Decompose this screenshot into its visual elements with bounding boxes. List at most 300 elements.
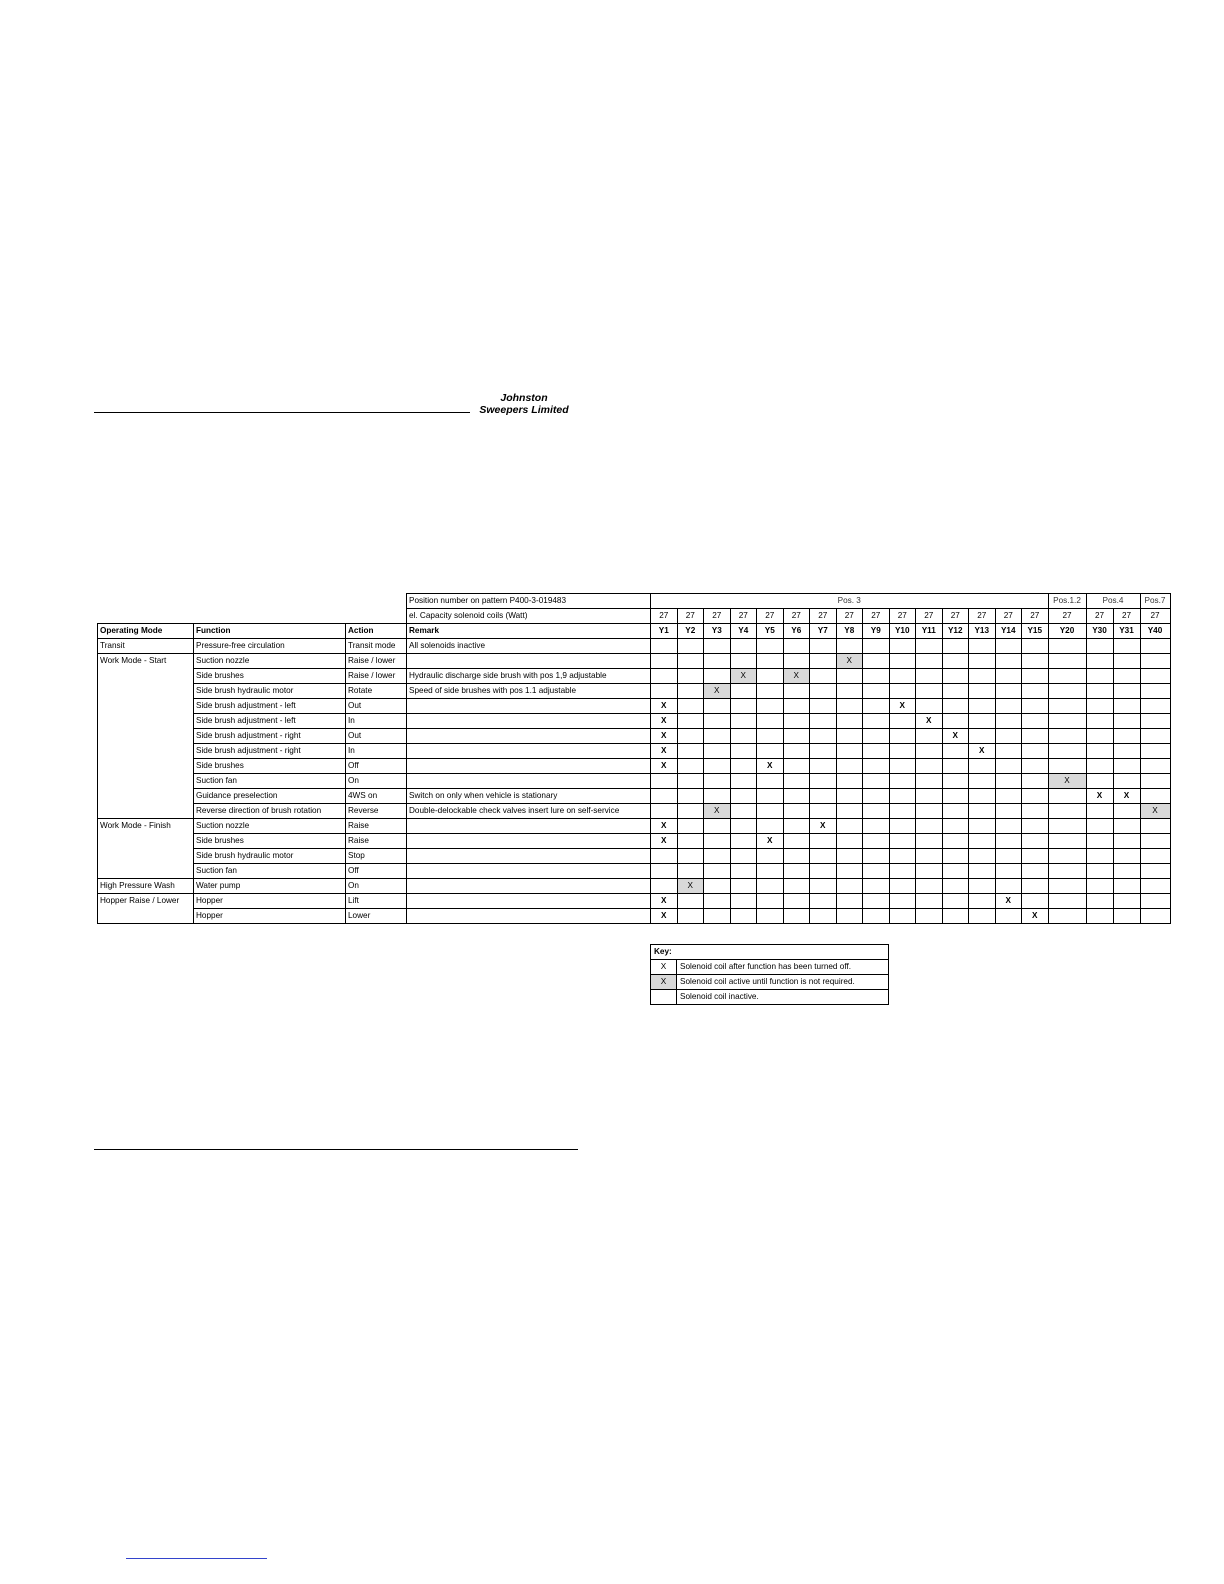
coil-cell <box>704 744 731 759</box>
coil-cell <box>730 879 757 894</box>
coil-cell <box>995 849 1022 864</box>
remark-cell <box>407 744 651 759</box>
function-cell: Side brushes <box>194 669 346 684</box>
capacity-value: 27 <box>1140 609 1170 624</box>
coil-cell <box>889 669 916 684</box>
coil-cell <box>704 714 731 729</box>
coil-cell-marked: X <box>969 744 996 759</box>
coil-header: Y4 <box>730 624 757 639</box>
coil-cell <box>836 789 863 804</box>
coil-cell <box>757 744 784 759</box>
coil-header: Y13 <box>969 624 996 639</box>
blank-cell <box>98 609 407 624</box>
coil-cell <box>757 864 784 879</box>
coil-header: Y14 <box>995 624 1022 639</box>
coil-cell <box>757 819 784 834</box>
action-cell: Rotate <box>346 684 407 699</box>
coil-header: Y6 <box>783 624 810 639</box>
coil-cell <box>677 909 704 924</box>
coil-cell <box>1048 744 1086 759</box>
coil-cell <box>969 879 996 894</box>
coil-cell <box>863 714 890 729</box>
coil-cell <box>1140 759 1170 774</box>
coil-cell <box>810 729 837 744</box>
table-row <box>98 849 1171 864</box>
coil-cell <box>863 639 890 654</box>
function-cell: Hopper <box>194 909 346 924</box>
coil-cell <box>730 819 757 834</box>
coil-cell <box>916 819 943 834</box>
capacity-value: 27 <box>1022 609 1049 624</box>
function-cell: Reverse direction of brush rotation <box>194 804 346 819</box>
coil-cell <box>1140 774 1170 789</box>
position-group: Pos. 3 <box>651 594 1049 609</box>
key-title: Key: <box>651 945 889 960</box>
operating-mode: Work Mode - Start <box>98 654 194 819</box>
table-row <box>98 879 1171 894</box>
function-cell: Guidance preselection <box>194 789 346 804</box>
coil-cell <box>863 774 890 789</box>
action-cell: Raise <box>346 819 407 834</box>
capacity-value: 27 <box>1113 609 1140 624</box>
function-cell: Pressure-free circulation <box>194 639 346 654</box>
coil-cell <box>757 714 784 729</box>
coil-header: Y10 <box>889 624 916 639</box>
table-row <box>98 774 1171 789</box>
coil-cell <box>1113 729 1140 744</box>
coil-cell <box>995 714 1022 729</box>
table-row <box>98 789 1171 804</box>
coil-cell <box>836 684 863 699</box>
coil-cell <box>863 834 890 849</box>
coil-cell-marked: X <box>651 909 678 924</box>
solenoid-function-table <box>97 593 1171 924</box>
coil-cell-marked: X <box>651 714 678 729</box>
coil-cell <box>730 894 757 909</box>
coil-cell <box>757 729 784 744</box>
coil-cell <box>783 774 810 789</box>
coil-cell <box>704 834 731 849</box>
coil-cell <box>1048 789 1086 804</box>
coil-cell <box>1140 789 1170 804</box>
coil-cell <box>1086 894 1113 909</box>
coil-cell <box>863 759 890 774</box>
table-row <box>98 834 1171 849</box>
remark-cell: Double-delockable check valves insert lure on self-service <box>407 804 651 819</box>
capacity-value: 27 <box>836 609 863 624</box>
coil-cell <box>995 774 1022 789</box>
coil-cell <box>1048 684 1086 699</box>
coil-cell <box>1022 774 1049 789</box>
coil-cell <box>651 684 678 699</box>
capacity-value: 27 <box>916 609 943 624</box>
coil-cell <box>1113 654 1140 669</box>
coil-cell <box>1022 744 1049 759</box>
remark-cell <box>407 819 651 834</box>
coil-cell <box>995 864 1022 879</box>
coil-cell <box>995 759 1022 774</box>
brand-line-1: Johnston <box>500 392 548 404</box>
coil-cell <box>889 684 916 699</box>
coil-cell <box>730 759 757 774</box>
coil-cell <box>730 849 757 864</box>
coil-cell <box>810 804 837 819</box>
coil-cell <box>677 804 704 819</box>
coil-cell <box>916 849 943 864</box>
coil-cell <box>1140 684 1170 699</box>
coil-header: Y3 <box>704 624 731 639</box>
coil-cell <box>730 639 757 654</box>
coil-cell <box>1086 834 1113 849</box>
coil-cell <box>969 834 996 849</box>
coil-cell <box>1048 639 1086 654</box>
coil-cell <box>1140 849 1170 864</box>
coil-cell <box>863 744 890 759</box>
coil-cell <box>889 744 916 759</box>
function-cell: Side brush adjustment - right <box>194 729 346 744</box>
table-row <box>98 699 1171 714</box>
coil-cell <box>995 804 1022 819</box>
coil-cell <box>1022 849 1049 864</box>
coil-cell <box>916 804 943 819</box>
key-description: Solenoid coil after function has been turned off. <box>677 960 889 975</box>
coil-header: Y11 <box>916 624 943 639</box>
coil-cell-marked: X <box>889 699 916 714</box>
coil-cell <box>889 894 916 909</box>
coil-cell <box>863 729 890 744</box>
coil-cell <box>1086 909 1113 924</box>
key-symbol: X <box>651 960 677 975</box>
coil-cell <box>995 834 1022 849</box>
coil-cell <box>704 639 731 654</box>
col-header-mode: Operating Mode <box>98 624 194 639</box>
table-row <box>98 639 1171 654</box>
coil-cell <box>1113 819 1140 834</box>
coil-cell <box>969 864 996 879</box>
coil-cell <box>1086 729 1113 744</box>
action-cell: Raise <box>346 834 407 849</box>
brand-line-2: Sweepers Limited <box>479 404 569 416</box>
coil-cell <box>810 834 837 849</box>
capacity-row <box>98 609 1171 624</box>
coil-cell <box>1113 744 1140 759</box>
coil-cell <box>916 834 943 849</box>
coil-cell <box>1022 669 1049 684</box>
coil-header: Y12 <box>942 624 969 639</box>
remark-cell <box>407 714 651 729</box>
coil-cell-marked: X <box>651 759 678 774</box>
table-row <box>98 669 1171 684</box>
coil-cell <box>1048 699 1086 714</box>
coil-cell <box>783 639 810 654</box>
function-cell: Side brushes <box>194 834 346 849</box>
coil-cell-marked: X <box>651 834 678 849</box>
coil-cell <box>1086 759 1113 774</box>
coil-cell-marked: X <box>916 714 943 729</box>
action-cell: Raise / lower <box>346 669 407 684</box>
coil-cell <box>1022 789 1049 804</box>
coil-cell <box>704 774 731 789</box>
coil-cell <box>757 684 784 699</box>
remark-cell <box>407 759 651 774</box>
coil-cell <box>677 819 704 834</box>
coil-cell <box>863 894 890 909</box>
coil-cell <box>783 834 810 849</box>
coil-cell <box>969 759 996 774</box>
coil-cell <box>1113 684 1140 699</box>
coil-cell <box>730 654 757 669</box>
table-row <box>98 744 1171 759</box>
coil-cell <box>757 894 784 909</box>
coil-cell <box>995 819 1022 834</box>
action-cell: On <box>346 774 407 789</box>
coil-cell <box>651 804 678 819</box>
coil-cell <box>757 654 784 669</box>
coil-cell <box>995 669 1022 684</box>
coil-cell <box>942 804 969 819</box>
coil-cell <box>677 669 704 684</box>
coil-cell-marked: X <box>995 894 1022 909</box>
coil-cell <box>1113 714 1140 729</box>
coil-cell <box>889 774 916 789</box>
coil-cell <box>1022 684 1049 699</box>
coil-cell <box>730 744 757 759</box>
action-cell: Out <box>346 699 407 714</box>
coil-cell <box>916 744 943 759</box>
coil-cell <box>1048 654 1086 669</box>
position-group: Pos.4 <box>1086 594 1140 609</box>
table-row <box>98 804 1171 819</box>
coil-cell <box>1048 714 1086 729</box>
coil-cell <box>942 789 969 804</box>
coil-cell <box>836 879 863 894</box>
action-cell: Off <box>346 759 407 774</box>
coil-cell <box>889 864 916 879</box>
function-cell: Side brush adjustment - right <box>194 744 346 759</box>
coil-cell <box>730 804 757 819</box>
coil-cell-marked: X <box>810 819 837 834</box>
coil-cell <box>995 654 1022 669</box>
coil-cell <box>1140 729 1170 744</box>
coil-header: Y30 <box>1086 624 1113 639</box>
function-cell: Suction fan <box>194 774 346 789</box>
coil-cell <box>677 654 704 669</box>
coil-cell <box>810 759 837 774</box>
coil-cell <box>916 699 943 714</box>
coil-cell <box>730 699 757 714</box>
table-row <box>98 684 1171 699</box>
coil-cell <box>757 774 784 789</box>
coil-cell <box>1113 864 1140 879</box>
coil-cell <box>783 879 810 894</box>
coil-cell <box>969 819 996 834</box>
coil-cell <box>783 804 810 819</box>
coil-cell <box>1113 774 1140 789</box>
capacity-value: 27 <box>810 609 837 624</box>
capacity-value: 27 <box>757 609 784 624</box>
coil-cell <box>889 639 916 654</box>
coil-cell <box>836 714 863 729</box>
page-link-underline[interactable] <box>126 1558 267 1559</box>
action-cell: Off <box>346 864 407 879</box>
coil-cell <box>836 669 863 684</box>
coil-header: Y40 <box>1140 624 1170 639</box>
coil-cell <box>810 894 837 909</box>
coil-cell <box>1113 804 1140 819</box>
key-description: Solenoid coil inactive. <box>677 990 889 1005</box>
coil-cell <box>942 864 969 879</box>
coil-cell <box>783 699 810 714</box>
coil-cell <box>969 714 996 729</box>
coil-cell-active: X <box>783 669 810 684</box>
coil-cell <box>942 669 969 684</box>
coil-cell <box>704 654 731 669</box>
coil-cell <box>836 909 863 924</box>
coil-cell <box>916 729 943 744</box>
coil-cell <box>836 864 863 879</box>
table-row <box>98 864 1171 879</box>
coil-cell <box>1140 714 1170 729</box>
coil-cell <box>969 729 996 744</box>
coil-cell <box>1048 879 1086 894</box>
coil-cell <box>704 909 731 924</box>
coil-cell <box>810 864 837 879</box>
coil-cell-marked: X <box>651 744 678 759</box>
coil-cell <box>677 744 704 759</box>
coil-cell <box>1086 669 1113 684</box>
coil-header: Y9 <box>863 624 890 639</box>
table-row <box>98 714 1171 729</box>
coil-cell-active: X <box>730 669 757 684</box>
coil-cell <box>916 669 943 684</box>
coil-cell <box>651 669 678 684</box>
coil-cell <box>969 789 996 804</box>
coil-cell-active: X <box>1140 804 1170 819</box>
coil-cell <box>1086 774 1113 789</box>
coil-cell <box>783 864 810 879</box>
coil-cell <box>836 759 863 774</box>
coil-cell <box>757 699 784 714</box>
coil-cell <box>1048 729 1086 744</box>
coil-cell-marked: X <box>1022 909 1049 924</box>
coil-cell <box>810 789 837 804</box>
coil-cell <box>889 759 916 774</box>
coil-cell <box>783 759 810 774</box>
coil-cell <box>1086 684 1113 699</box>
coil-cell <box>704 879 731 894</box>
action-cell: In <box>346 744 407 759</box>
coil-cell <box>1113 834 1140 849</box>
coil-cell <box>969 684 996 699</box>
coil-header: Y31 <box>1113 624 1140 639</box>
coil-cell <box>704 729 731 744</box>
coil-cell <box>677 639 704 654</box>
coil-cell-marked: X <box>757 834 784 849</box>
coil-cell <box>1113 639 1140 654</box>
action-cell: Lift <box>346 894 407 909</box>
coil-cell <box>836 774 863 789</box>
coil-cell <box>1086 849 1113 864</box>
table-row <box>98 819 1171 834</box>
coil-cell <box>1140 699 1170 714</box>
coil-cell <box>836 699 863 714</box>
coil-cell <box>889 834 916 849</box>
action-cell: In <box>346 714 407 729</box>
remark-cell <box>407 699 651 714</box>
coil-cell <box>942 894 969 909</box>
remark-cell <box>407 834 651 849</box>
coil-cell <box>730 729 757 744</box>
coil-cell <box>836 819 863 834</box>
coil-cell <box>995 699 1022 714</box>
coil-cell <box>969 894 996 909</box>
coil-cell <box>783 849 810 864</box>
capacity-value: 27 <box>942 609 969 624</box>
coil-cell <box>836 834 863 849</box>
coil-cell <box>863 819 890 834</box>
coil-cell <box>889 729 916 744</box>
coil-cell-marked: X <box>757 759 784 774</box>
coil-cell <box>969 804 996 819</box>
remark-cell <box>407 849 651 864</box>
coil-cell <box>1048 819 1086 834</box>
coil-cell <box>810 879 837 894</box>
function-cell: Side brush adjustment - left <box>194 699 346 714</box>
coil-cell <box>1113 909 1140 924</box>
coil-cell <box>810 699 837 714</box>
coil-cell <box>863 864 890 879</box>
coil-cell <box>889 849 916 864</box>
coil-cell <box>651 879 678 894</box>
coil-cell <box>1086 804 1113 819</box>
coil-cell <box>677 729 704 744</box>
coil-header: Y7 <box>810 624 837 639</box>
function-cell: Suction nozzle <box>194 819 346 834</box>
position-group: Pos.7 <box>1140 594 1170 609</box>
coil-cell-active: X <box>836 654 863 669</box>
coil-cell <box>1086 864 1113 879</box>
coil-cell-active: X <box>704 804 731 819</box>
coil-cell <box>1113 849 1140 864</box>
header-rule <box>94 412 470 413</box>
remark-cell <box>407 729 651 744</box>
key-symbol-shaded: X <box>651 975 677 990</box>
function-cell: Side brush hydraulic motor <box>194 684 346 699</box>
coil-cell <box>810 654 837 669</box>
coil-cell <box>995 684 1022 699</box>
coil-cell <box>995 879 1022 894</box>
coil-cell <box>863 879 890 894</box>
coil-cell <box>704 759 731 774</box>
function-cell: Suction fan <box>194 864 346 879</box>
capacity-label: el. Capacity solenoid coils (Watt) <box>407 609 651 624</box>
coil-cell <box>783 654 810 669</box>
coil-cell <box>704 819 731 834</box>
coil-cell-active: X <box>1048 774 1086 789</box>
coil-cell <box>1113 669 1140 684</box>
coil-cell <box>677 684 704 699</box>
coil-cell <box>889 789 916 804</box>
coil-cell <box>942 774 969 789</box>
key-symbol-empty <box>651 990 677 1005</box>
coil-header: Y20 <box>1048 624 1086 639</box>
coil-cell <box>783 714 810 729</box>
coil-cell <box>916 894 943 909</box>
coil-cell <box>783 789 810 804</box>
remark-cell: All solenoids inactive <box>407 639 651 654</box>
coil-cell <box>677 699 704 714</box>
coil-cell <box>651 654 678 669</box>
